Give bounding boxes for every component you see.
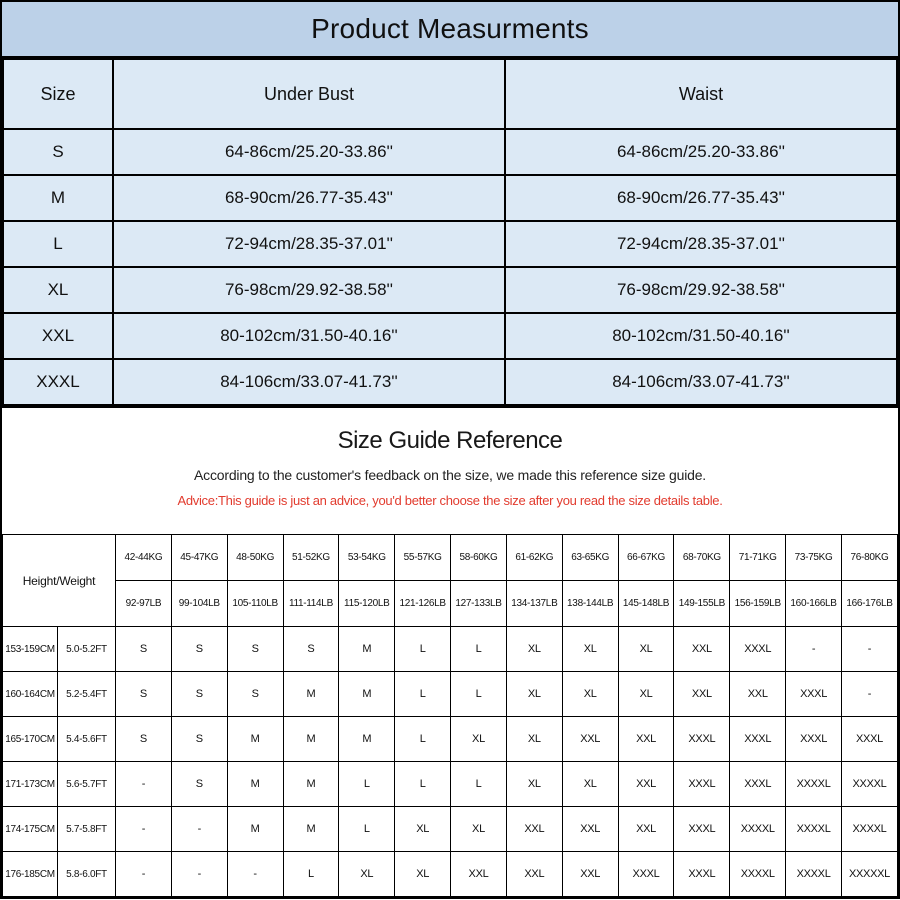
recommended-size-cell-11: XXXXL — [730, 807, 786, 852]
recommended-size-cell-7: XL — [506, 717, 562, 762]
recommended-size-cell-12: XXXL — [786, 717, 842, 762]
recommended-size-cell-4: M — [339, 627, 395, 672]
recommended-size-cell-6: L — [451, 627, 507, 672]
recommended-size-cell-2: M — [227, 717, 283, 762]
weight-kg-header-1: 45-47KG — [171, 535, 227, 581]
size-guide-table-body — [3, 627, 898, 897]
recommended-size-cell-5: XL — [395, 852, 451, 897]
recommended-size-cell-13: XXXXXL — [841, 852, 897, 897]
recommended-size-cell-8: XXL — [562, 717, 618, 762]
recommended-size-cell-6: L — [451, 762, 507, 807]
weight-lb-header-7: 134-137LB — [506, 581, 562, 627]
recommended-size-cell-3: L — [283, 852, 339, 897]
under-bust-value: 64-86cm/25.20-33.86'' — [113, 129, 505, 175]
recommended-size-cell-4: M — [339, 672, 395, 717]
recommended-size-cell-1: S — [171, 627, 227, 672]
product-measurements-section — [0, 0, 900, 408]
recommended-size-cell-10: XXXL — [674, 762, 730, 807]
recommended-size-cell-7: XL — [506, 672, 562, 717]
recommended-size-cell-8: XXL — [562, 852, 618, 897]
weight-lb-header-10: 149-155LB — [674, 581, 730, 627]
recommended-size-cell-9: XXL — [618, 807, 674, 852]
height-cm-label: 160-164CM — [3, 672, 58, 717]
weight-lb-header-1: 99-104LB — [171, 581, 227, 627]
recommended-size-cell-10: XXXL — [674, 807, 730, 852]
product-table-body — [3, 129, 897, 405]
recommended-size-cell-13: - — [841, 672, 897, 717]
recommended-size-cell-5: XL — [395, 807, 451, 852]
weight-kg-header-8: 63-65KG — [562, 535, 618, 581]
waist-value: 76-98cm/29.92-38.58'' — [505, 267, 897, 313]
recommended-size-cell-4: L — [339, 807, 395, 852]
size-label: XL — [3, 267, 113, 313]
recommended-size-cell-6: XL — [451, 807, 507, 852]
recommended-size-cell-6: XXL — [451, 852, 507, 897]
recommended-size-cell-13: XXXXL — [841, 762, 897, 807]
recommended-size-cell-8: XXL — [562, 807, 618, 852]
recommended-size-cell-3: M — [283, 717, 339, 762]
recommended-size-cell-3: M — [283, 762, 339, 807]
height-ft-label: 5.0-5.2FT — [58, 627, 116, 672]
height-ft-label: 5.7-5.8FT — [58, 807, 116, 852]
recommended-size-cell-0: S — [116, 672, 172, 717]
recommended-size-cell-9: XL — [618, 672, 674, 717]
height-row-174-175cm — [3, 807, 898, 852]
column-header-under-bust: Under Bust — [113, 59, 505, 129]
recommended-size-cell-11: XXXL — [730, 717, 786, 762]
height-ft-label: 5.2-5.4FT — [58, 672, 116, 717]
weight-kg-header-0: 42-44KG — [116, 535, 172, 581]
product-size-row-xxxl — [3, 359, 897, 405]
height-ft-label: 5.6-5.7FT — [58, 762, 116, 807]
recommended-size-cell-2: M — [227, 807, 283, 852]
recommended-size-cell-6: XL — [451, 717, 507, 762]
product-measurements-table — [2, 58, 898, 406]
recommended-size-cell-13: - — [841, 627, 897, 672]
recommended-size-cell-8: XL — [562, 672, 618, 717]
recommended-size-cell-10: XXXL — [674, 852, 730, 897]
recommended-size-cell-1: S — [171, 672, 227, 717]
recommended-size-cell-5: L — [395, 627, 451, 672]
size-guide-section — [0, 408, 900, 899]
recommended-size-cell-9: XXXL — [618, 852, 674, 897]
size-guide-table — [2, 534, 898, 897]
recommended-size-cell-2: S — [227, 672, 283, 717]
weight-kg-header-7: 61-62KG — [506, 535, 562, 581]
recommended-size-cell-4: XL — [339, 852, 395, 897]
size-guide-advice: Advice:This guide is just an advice, you'd better choose the size after you read the size details table. — [177, 493, 723, 508]
waist-value: 84-106cm/33.07-41.73'' — [505, 359, 897, 405]
height-ft-label: 5.8-6.0FT — [58, 852, 116, 897]
weight-lb-header-0: 92-97LB — [116, 581, 172, 627]
product-size-row-l — [3, 221, 897, 267]
recommended-size-cell-12: - — [786, 627, 842, 672]
corner-height-weight-label: Height/Weight — [3, 535, 116, 627]
recommended-size-cell-0: - — [116, 762, 172, 807]
weight-kg-header-3: 51-52KG — [283, 535, 339, 581]
size-label: XXL — [3, 313, 113, 359]
size-label: M — [3, 175, 113, 221]
under-bust-value: 68-90cm/26.77-35.43'' — [113, 175, 505, 221]
recommended-size-cell-8: XL — [562, 762, 618, 807]
weight-lb-header-5: 121-126LB — [395, 581, 451, 627]
height-row-176-185cm — [3, 852, 898, 897]
recommended-size-cell-10: XXL — [674, 672, 730, 717]
weight-kg-header-4: 53-54KG — [339, 535, 395, 581]
recommended-size-cell-4: M — [339, 717, 395, 762]
recommended-size-cell-3: M — [283, 807, 339, 852]
recommended-size-cell-5: L — [395, 672, 451, 717]
weight-lb-header-8: 138-144LB — [562, 581, 618, 627]
weight-kg-header-6: 58-60KG — [451, 535, 507, 581]
recommended-size-cell-13: XXXXL — [841, 807, 897, 852]
height-cm-label: 174-175CM — [3, 807, 58, 852]
recommended-size-cell-12: XXXXL — [786, 807, 842, 852]
height-cm-label: 153-159CM — [3, 627, 58, 672]
product-measurements-title: Product Measurments — [2, 2, 898, 58]
recommended-size-cell-6: L — [451, 672, 507, 717]
recommended-size-cell-4: L — [339, 762, 395, 807]
height-cm-label: 176-185CM — [3, 852, 58, 897]
recommended-size-cell-7: XXL — [506, 852, 562, 897]
recommended-size-cell-8: XL — [562, 627, 618, 672]
weight-lb-header-6: 127-133LB — [451, 581, 507, 627]
product-size-row-xl — [3, 267, 897, 313]
height-row-165-170cm — [3, 717, 898, 762]
recommended-size-cell-11: XXXXL — [730, 852, 786, 897]
weight-lb-header-3: 111-114LB — [283, 581, 339, 627]
weight-lb-header-11: 156-159LB — [730, 581, 786, 627]
weight-lb-header-12: 160-166LB — [786, 581, 842, 627]
recommended-size-cell-9: XL — [618, 627, 674, 672]
weight-lb-header-2: 105-110LB — [227, 581, 283, 627]
recommended-size-cell-0: S — [116, 627, 172, 672]
recommended-size-cell-5: L — [395, 762, 451, 807]
under-bust-value: 76-98cm/29.92-38.58'' — [113, 267, 505, 313]
recommended-size-cell-1: S — [171, 762, 227, 807]
column-header-size: Size — [3, 59, 113, 129]
size-label: L — [3, 221, 113, 267]
column-header-waist: Waist — [505, 59, 897, 129]
weight-kg-header-2: 48-50KG — [227, 535, 283, 581]
recommended-size-cell-2: M — [227, 762, 283, 807]
size-label: XXXL — [3, 359, 113, 405]
height-cm-label: 165-170CM — [3, 717, 58, 762]
recommended-size-cell-1: - — [171, 852, 227, 897]
recommended-size-cell-11: XXXL — [730, 762, 786, 807]
waist-value: 72-94cm/28.35-37.01'' — [505, 221, 897, 267]
recommended-size-cell-1: - — [171, 807, 227, 852]
under-bust-value: 84-106cm/33.07-41.73'' — [113, 359, 505, 405]
under-bust-value: 72-94cm/28.35-37.01'' — [113, 221, 505, 267]
weight-kg-header-row — [3, 535, 898, 581]
recommended-size-cell-10: XXXL — [674, 717, 730, 762]
size-guide-subtitle: According to the customer's feedback on the size, we made this reference size guide. — [194, 467, 706, 483]
recommended-size-cell-3: M — [283, 672, 339, 717]
height-row-160-164cm — [3, 672, 898, 717]
weight-kg-header-11: 71-71KG — [730, 535, 786, 581]
product-size-row-xxl — [3, 313, 897, 359]
product-size-row-s — [3, 129, 897, 175]
recommended-size-cell-0: - — [116, 852, 172, 897]
recommended-size-cell-0: - — [116, 807, 172, 852]
recommended-size-cell-7: XXL — [506, 807, 562, 852]
recommended-size-cell-12: XXXXL — [786, 762, 842, 807]
size-label: S — [3, 129, 113, 175]
weight-kg-header-13: 76-80KG — [841, 535, 897, 581]
recommended-size-cell-12: XXXL — [786, 672, 842, 717]
height-ft-label: 5.4-5.6FT — [58, 717, 116, 762]
weight-kg-header-9: 66-67KG — [618, 535, 674, 581]
recommended-size-cell-2: S — [227, 627, 283, 672]
recommended-size-cell-10: XXL — [674, 627, 730, 672]
weight-kg-header-5: 55-57KG — [395, 535, 451, 581]
weight-lb-header-13: 166-176LB — [841, 581, 897, 627]
weight-kg-header-12: 73-75KG — [786, 535, 842, 581]
recommended-size-cell-13: XXXL — [841, 717, 897, 762]
product-table-header-row — [3, 59, 897, 129]
recommended-size-cell-7: XL — [506, 627, 562, 672]
weight-lb-header-9: 145-148LB — [618, 581, 674, 627]
recommended-size-cell-0: S — [116, 717, 172, 762]
weight-lb-header-row — [3, 581, 898, 627]
height-row-153-159cm — [3, 627, 898, 672]
recommended-size-cell-12: XXXXL — [786, 852, 842, 897]
recommended-size-cell-9: XXL — [618, 762, 674, 807]
weight-kg-header-10: 68-70KG — [674, 535, 730, 581]
recommended-size-cell-1: S — [171, 717, 227, 762]
size-guide-title: Size Guide Reference — [337, 427, 563, 454]
weight-lb-header-4: 115-120LB — [339, 581, 395, 627]
recommended-size-cell-3: S — [283, 627, 339, 672]
height-row-171-173cm — [3, 762, 898, 807]
recommended-size-cell-7: XL — [506, 762, 562, 807]
recommended-size-cell-2: - — [227, 852, 283, 897]
recommended-size-cell-11: XXXL — [730, 627, 786, 672]
waist-value: 68-90cm/26.77-35.43'' — [505, 175, 897, 221]
recommended-size-cell-11: XXL — [730, 672, 786, 717]
under-bust-value: 80-102cm/31.50-40.16'' — [113, 313, 505, 359]
waist-value: 64-86cm/25.20-33.86'' — [505, 129, 897, 175]
height-cm-label: 171-173CM — [3, 762, 58, 807]
recommended-size-cell-9: XXL — [618, 717, 674, 762]
recommended-size-cell-5: L — [395, 717, 451, 762]
waist-value: 80-102cm/31.50-40.16'' — [505, 313, 897, 359]
product-size-row-m — [3, 175, 897, 221]
